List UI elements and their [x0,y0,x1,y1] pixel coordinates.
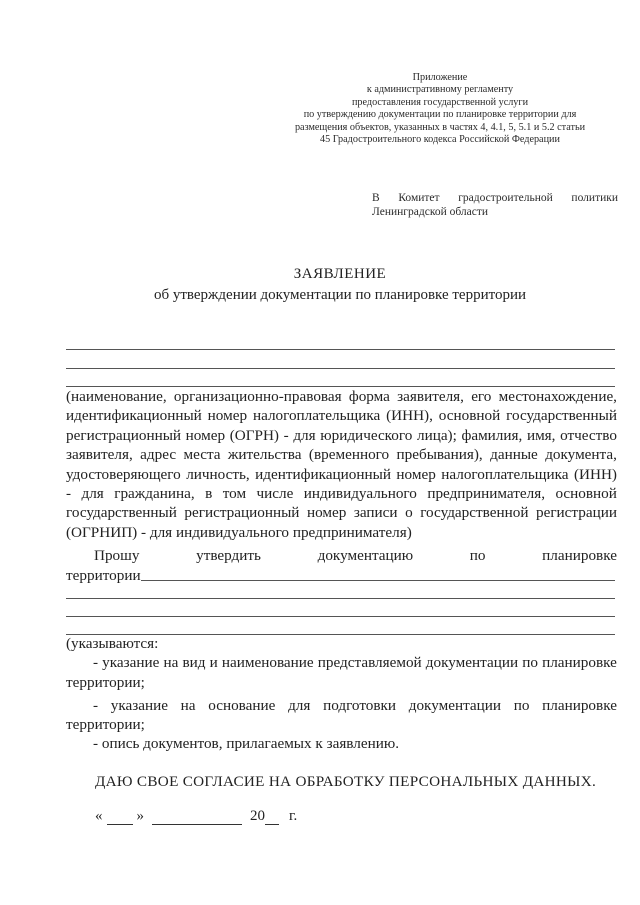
date-close-quote: » [136,808,144,824]
hint-word: регистрационный [66,426,182,444]
hint-word: организационно-правовая [173,388,342,405]
hint-word: (ИНН), [386,407,433,425]
addressee-word: В [372,192,380,204]
consent-statement: ДАЮ СВОЕ СОГЛАСИЕ НА ОБРАБОТКУ ПЕРСОНАЛЬНЫХ ДАННЫХ. [95,773,597,790]
hint-word: - [66,485,72,503]
document-title: ЗАЯВЛЕНИЕ [293,266,387,282]
instruction-word: основание [208,696,276,714]
hint-word: государственный [66,504,177,522]
year-blank[interactable] [265,810,279,825]
hint-word: юридического [320,426,413,444]
hint-line [66,484,617,503]
appendix-line: к административному регламенту [366,84,514,96]
request-word: Прошу [94,547,140,564]
territory-blank-line[interactable] [141,580,615,581]
addressee-word: политики [571,192,618,204]
appendix-line: предоставления государственной услуги [351,96,529,108]
hint-word: идентификационный [66,407,202,425]
hint-word: адрес [140,446,177,464]
instruction-item-1 [66,653,617,672]
addressee-block [372,191,618,219]
hint-word: о [405,504,413,522]
addressee-word: градостроительной [458,192,553,204]
hint-word: данные [490,446,538,464]
hint-word: регистрации [535,504,617,522]
hint-word: государственный [506,407,617,425]
hint-line [66,387,617,406]
instruction-word: - [93,654,99,672]
instruction-word: вид [182,654,206,672]
hint-word: основной [555,485,617,503]
appendix-line: 45 Градостроительного кодекса Российской Федерации [320,134,560,146]
territory-blank-line[interactable] [66,598,615,599]
hint-line [66,406,617,425]
document-subtitle: об утверждении документации по планировке территории [153,287,527,303]
hint-word: документа, [545,446,617,464]
hint-word: фамилия, [461,426,523,444]
hint-word: основной [438,407,501,425]
instruction-item-2-cont: территории; [66,716,145,734]
hint-word: (временного [308,446,390,464]
hint-word: жительства [227,446,302,464]
addressee-word: Комитет [398,192,440,204]
hint-word: форма [348,388,390,405]
instruction-word: наименование [221,654,314,672]
date-open-quote: « [95,808,103,824]
day-blank[interactable] [107,810,133,825]
hint-word: том [222,485,247,503]
instruction-word: на [163,654,179,672]
hint-word: заявителя, [397,388,464,405]
appendix-line: Приложение [412,72,468,83]
hint-word: номер [306,504,347,522]
instruction-word: указание [110,696,168,714]
hint-word: регистрационный [184,504,300,522]
instruction-word: документации [425,654,519,672]
request-line-2-label: территории [66,567,141,584]
applicant-hint [66,387,617,542]
instructions-intro: (указываются: [66,635,159,652]
hint-word: лица); [416,426,457,444]
instruction-word: подготовки [323,696,397,714]
hint-word: государственной [420,504,529,522]
instruction-word: представляемой [317,654,422,672]
hint-word: его [471,388,492,405]
instruction-word: и [209,654,218,672]
year-suffix: г. [289,808,298,824]
hint-word: местонахождение, [498,388,617,405]
instructions-block [66,634,617,754]
instruction-word: на [180,696,196,714]
request-word: документацию [317,547,414,564]
hint-word: - [283,426,289,444]
request-word: по [469,547,486,564]
hint-word: номер [207,407,248,425]
instruction-word: планировке [542,696,617,714]
applicant-blank-line[interactable] [66,349,615,350]
hint-word: для [293,426,316,444]
hint-word: отчество [560,426,617,444]
request-word: утвердить [196,547,261,564]
territory-blank-line[interactable] [66,616,615,617]
hint-word: пребывания), [396,446,483,464]
instruction-word: указание [102,654,160,672]
addressee-line-1 [372,191,618,205]
year-prefix: 20 [250,808,265,824]
hint-word: номер [185,426,226,444]
hint-word: налогоплательщика [441,465,569,483]
hint-word: имя, [526,426,556,444]
instruction-item-2 [66,696,617,715]
month-blank[interactable] [152,810,242,825]
hint-line [66,503,617,522]
appendix-header [250,72,630,146]
appendix-line: размещения объектов, указанных в частях 4, 4.1, 5, 5.1 и 5.2 статьи [294,121,586,133]
hint-word: удостоверяющего [66,465,181,483]
hint-word: личность, [186,465,250,483]
hint-word: предпринимателя, [427,485,546,503]
hint-word: (ОГРН) [229,426,279,444]
hint-word: (наименование, [66,388,167,405]
hint-word: (ИНН) [573,465,617,483]
applicant-blank-line[interactable] [66,368,615,369]
hint-word: в [205,485,213,503]
hint-word: гражданина, [114,485,195,503]
addressee-line-2: Ленинградской области [372,206,489,218]
instruction-word: планировке [542,654,617,672]
instruction-word: документации [408,696,502,714]
hint-word: налогоплательщика [252,407,381,425]
request-line-1 [66,547,617,565]
instruction-word: по [513,696,530,714]
request-words [66,547,617,565]
instruction-word: по [522,654,538,672]
hint-word: номер [396,465,436,483]
hint-word: числе [256,485,294,503]
instruction-word: для [288,696,311,714]
date-line [95,808,297,825]
request-word: планировке [542,547,617,564]
hint-line [66,445,617,464]
hint-word: для [81,485,104,503]
hint-line [66,426,617,445]
hint-word: заявителя, [66,446,133,464]
hint-word: идентификационный [255,465,391,483]
hint-line [66,465,617,484]
instruction-word: - [93,696,99,714]
hint-word: записи [353,504,398,522]
hint-word: места [183,446,221,464]
instruction-item-3: - опись документов, прилагаемых к заявлению. [93,735,399,753]
instruction-item-1-cont: территории; [66,673,145,691]
hint-word: индивидуального [303,485,417,503]
hint-line-last: (ОГРНИП) - для индивидуального предпринимателя) [66,523,412,541]
appendix-line: по утверждению документации по планировке территории для [303,109,577,121]
